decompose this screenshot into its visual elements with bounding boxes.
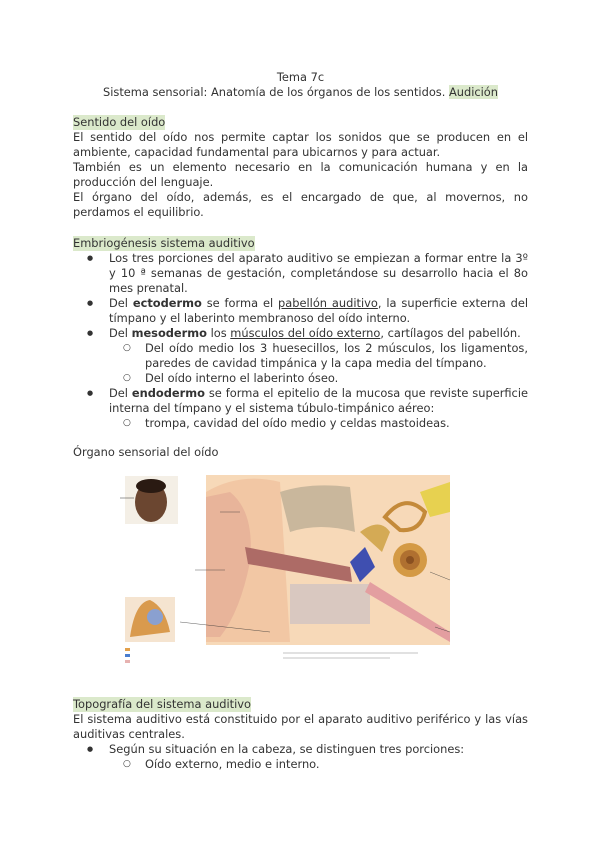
embrio-item-1: ● Los tres porciones del aparato auditivo se empiezan a formar entre la 3º y 10 ª semanas de gestación, completándose su desarrollo hacia el 8o mes prenatal. — [109, 251, 528, 296]
subtitle-main: Sistema sensorial: Anatomía de los órganos de los sentidos. — [102, 85, 446, 99]
ear-anatomy-figure — [120, 472, 475, 677]
topografia-list — [73, 742, 528, 772]
pabellon-term: pabellón auditivo — [278, 296, 378, 310]
document-page — [73, 70, 528, 772]
text: Del — [109, 386, 132, 400]
heading-topografia: Topografía del sistema auditivo — [73, 697, 252, 711]
text: , la superficie externa del tímpano y el laberinto membranoso del oído interno. — [109, 296, 529, 325]
topografia-item-1 — [109, 742, 528, 772]
text: se forma el — [201, 296, 279, 310]
topografia-paragraph: El sistema auditivo está constituido por el aparato auditivo periférico y las vías auditivas centrales. — [73, 712, 528, 741]
text: , cartílagos del pabellón. — [380, 326, 521, 340]
heading-sentido: Sentido del oído — [73, 115, 166, 129]
doc-title: Tema 7c — [276, 70, 325, 84]
mesodermo-term: mesodermo — [131, 326, 207, 340]
musculos-term: músculos del oído externo — [230, 326, 381, 340]
text: Según su situación en la cabeza, se distinguen tres porciones: — [109, 742, 465, 756]
endodermo-term: endodermo — [131, 386, 205, 400]
topografia-sublist — [109, 757, 528, 772]
text: Del — [109, 326, 132, 340]
sentido-paragraph-3: El órgano del oído, además, es el encargado de que, al movernos, no perdamos el equilibrio. — [73, 190, 528, 219]
text: Del — [109, 296, 133, 310]
embrio-subitem-trompa: ○ trompa, cavidad del oído medio y celdas mastoideas. — [145, 416, 528, 431]
embrio-item-2 — [109, 296, 528, 326]
sentido-paragraph-2: También es un elemento necesario en la comunicación humana y en la producción del lenguaje. — [73, 160, 528, 189]
embrio-subitem-oido-medio: ○ Del oído medio los 3 huesecillos, los 2 músculos, los ligamentos, paredes de cavidad timpánica y la capa media del tímpano. — [145, 341, 528, 371]
embrio-list — [73, 251, 528, 431]
topografia-subitem-porciones: ○ Oído externo, medio e interno. — [145, 757, 528, 772]
heading-organo: Órgano sensorial del oído — [73, 445, 219, 459]
ear-anatomy-illustration — [120, 472, 475, 677]
embrio-sublist-mesodermo — [109, 341, 528, 386]
doc-subtitle — [73, 85, 528, 100]
text: los — [206, 326, 231, 340]
embrio-item-4 — [109, 386, 528, 431]
embrio-item-3 — [109, 326, 528, 386]
embrio-subitem-oido-interno: ○ Del oído interno el laberinto óseo. — [145, 371, 528, 386]
ectodermo-term: ectodermo — [132, 296, 202, 310]
subtitle-highlight: Audición — [448, 85, 498, 99]
text: se forma el epitelio de la mucosa que reviste superficie interna del tímpano y el sistema túbulo-timpánico aéreo: — [109, 386, 528, 415]
heading-embriogenesis: Embriogénesis sistema auditivo — [73, 236, 255, 250]
sentido-paragraph-1: El sentido del oído nos permite captar los sonidos que se producen en el ambiente, capacidad fundamental para ubicarnos y para actuar. — [73, 130, 528, 159]
embrio-sublist-endodermo — [109, 416, 528, 431]
